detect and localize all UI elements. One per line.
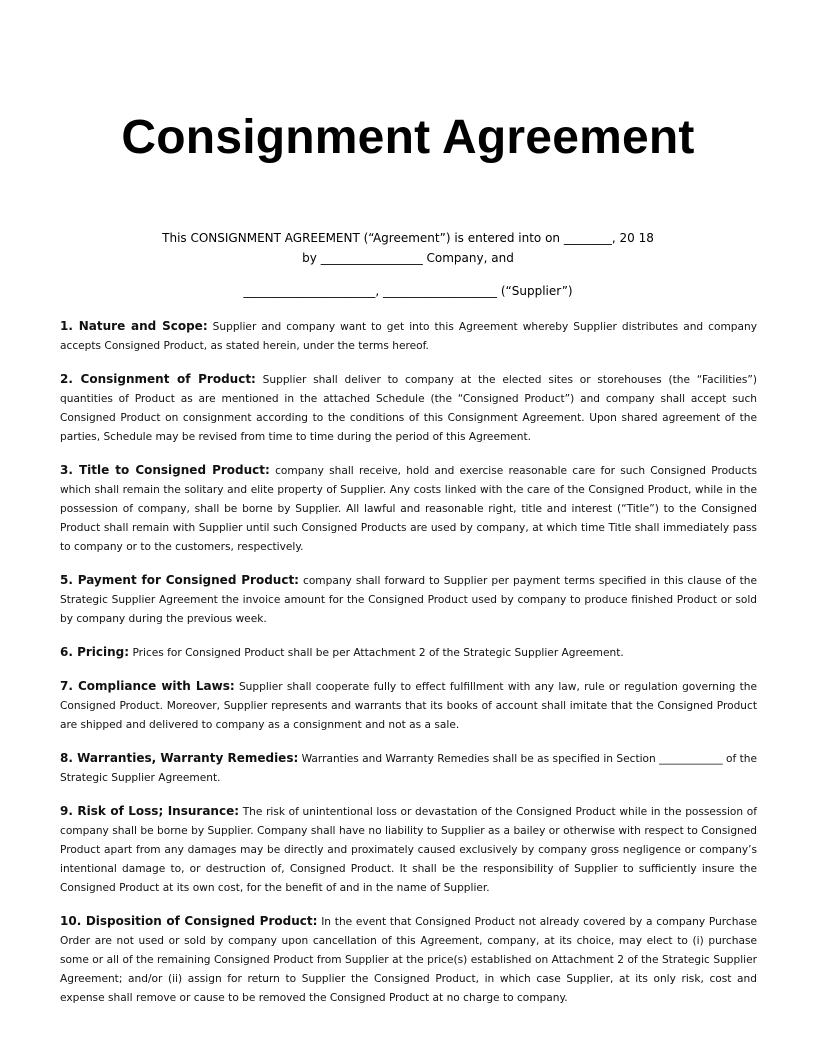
page-title: Consignment Agreement (121, 111, 695, 164)
clause-compliance-with-laws (60, 677, 757, 735)
clause-text: In the event that Consigned Product not already covered by a company Purchase Order are not used or sold by company upon cancellation of this Agreement, company, at its choice, may elect to (i) purchase some or all of the remaining Consigned Product from Supplier at the price(s) established on Attachment 2 of the Strategic Supplier Agreement; and/or (ii) assign for return to Supplier the Consigned Product, in which case Supplier, at its only risk, cost and expense shall remove or cause to be removed the Consigned Product at no charge to company. (60, 916, 757, 1004)
clause-nature-scope (60, 317, 757, 356)
agreement-intro (0, 228, 816, 301)
clause-text: Supplier shall deliver to company at the elected sites or storehouses (the “Facilities”) quantities of Product as are mentioned in the attached Schedule (the “Consigned Product”) and company shall accept such Consigned Product on consignment according to the conditions of this Consignment Agreement. Upon shared agreement of the parties, Schedule may be revised from time to time during the period of this Agreement. (60, 374, 757, 443)
clause-heading: 5. Payment for Consigned Product: (60, 573, 299, 587)
clause-heading: 6. Pricing: (60, 645, 130, 659)
clause-risk-of-loss (60, 802, 757, 898)
clause-heading: 9. Risk of Loss; Insurance: (60, 804, 240, 818)
clauses-list (60, 317, 757, 1022)
clause-heading: 1. Nature and Scope: (60, 319, 208, 333)
clause-consignment-of-product (60, 370, 757, 447)
clause-warranties (60, 749, 757, 788)
clause-text: Supplier shall cooperate fully to effect fulfillment with any law, rule or regulation governing the Consigned Product. Moreover, Supplier represents and warrants that its books of account shall imitate that the Consigned Product are shipped and delivered to company as a consignment and not as a sale. (60, 681, 757, 731)
clause-text: Supplier and company want to get into this Agreement whereby Supplier distributes and company accepts Consigned Product, as stated herein, under the terms hereof. (60, 321, 757, 352)
clause-text: Prices for Consigned Product shall be per Attachment 2 of the Strategic Supplier Agreement. (132, 647, 624, 659)
clause-heading: 3. Title to Consigned Product: (60, 463, 270, 477)
intro-line-supplier: ______________________, ___________________ (“Supplier”) (243, 284, 573, 298)
clause-disposition (60, 912, 757, 1008)
clause-pricing (60, 643, 757, 663)
clause-payment (60, 571, 757, 629)
clause-text: company shall receive, hold and exercise reasonable care for such Consigned Products which shall remain the solitary and elite property of Supplier. Any costs linked with the care of the Consigned Product, while in the possession of company, shall be borne by Supplier. All lawful and reasonable right, title and interest (“Title”) to the Consigned Product shall remain with Supplier until such Consigned Products are used by company, at which time Title shall immediately pass to company or to the customers, respectively. (60, 465, 757, 553)
clause-text: The risk of unintentional loss or devastation of the Consigned Product while in the possession of company shall be borne by Supplier. Company shall have no liability to Supplier as a bailey or otherwise with respect to Consigned Product apart from any damages may be directly and proximately caused exclusively by company gross negligence or company’s intentional damage to, or destruction of, Consigned Product. It shall be the responsibility of Supplier to sufficiently insure the Consigned Product at its own cost, for the benefit of and in the name of Supplier. (60, 806, 758, 894)
clause-heading: 10. Disposition of Consigned Product: (60, 914, 318, 928)
clause-heading: 2. Consignment of Product: (60, 372, 256, 386)
clause-heading: 8. Warranties, Warranty Remedies: (60, 751, 299, 765)
intro-line-company: by _________________ Company, and (302, 251, 514, 265)
clause-text: company shall forward to Supplier per payment terms specified in this clause of the Strategic Supplier Agreement the invoice amount for the Consigned Product used by company to produce finished Product or sold by company during the previous week. (60, 575, 757, 625)
clause-text: Warranties and Warranty Remedies shall be as specified in Section ____________ of the Strategic Supplier Agreement. (60, 753, 758, 784)
clause-title-to-consigned-product (60, 461, 757, 557)
clause-heading: 7. Compliance with Laws: (60, 679, 235, 693)
intro-line-date: This CONSIGNMENT AGREEMENT (“Agreement”) is entered into on ________, 20 18 (162, 231, 654, 245)
